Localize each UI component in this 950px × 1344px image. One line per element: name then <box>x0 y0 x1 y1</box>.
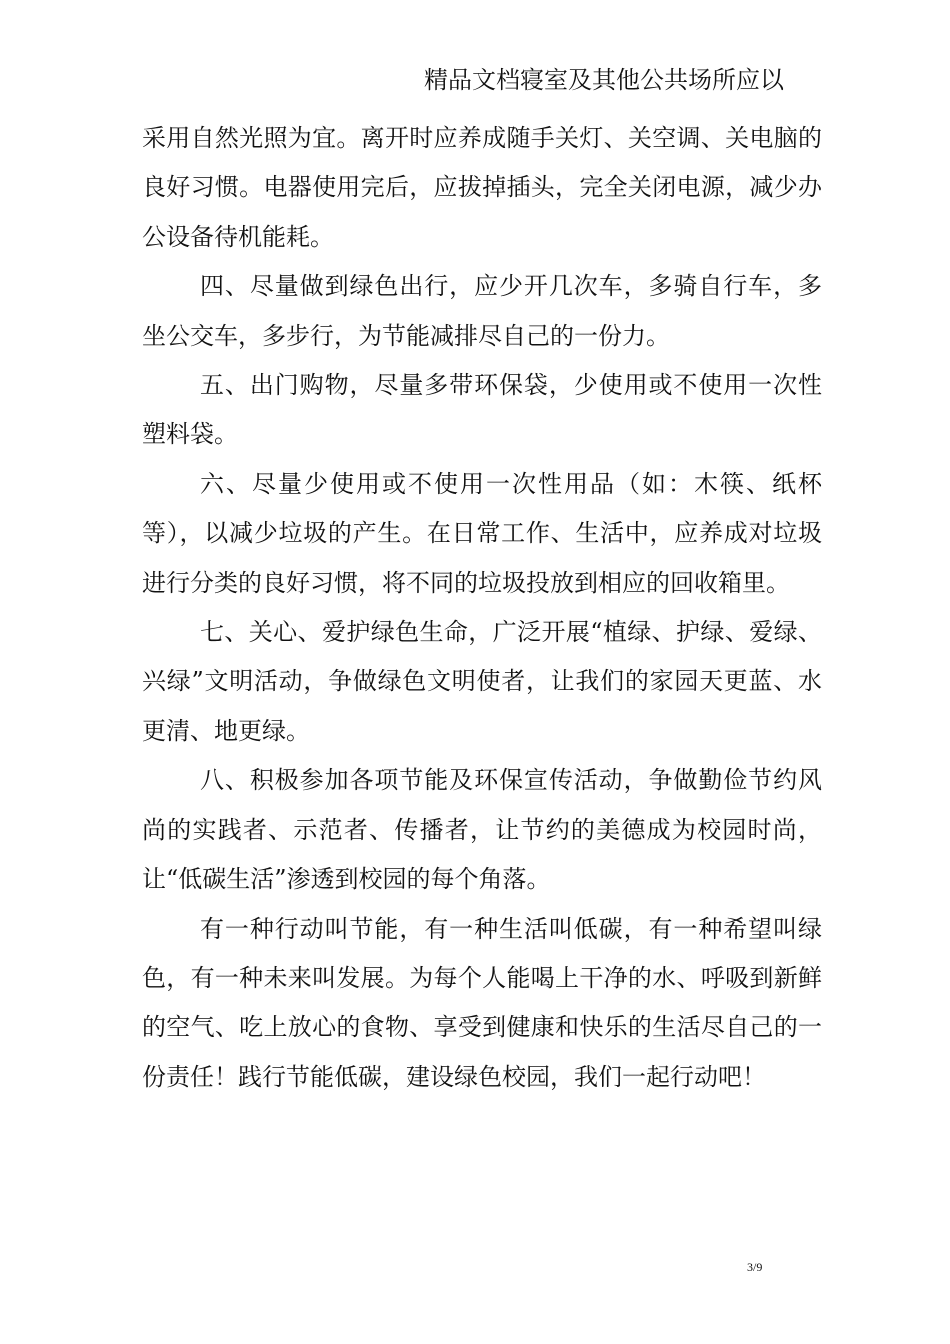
paragraph-continuation: 采用自然光照为宜。离开时应养成随手关灯、关空调、关电脑的良好习惯。电器使用完后，应拔掉插头，完全关闭电源，减少办公设备待机能耗。 <box>142 124 822 251</box>
paragraph-item-4: 四、尽量做到绿色出行，应少开几次车，多骑自行车，多坐公交车，多步行，为节能减排尽自己的一份力。 <box>142 272 822 350</box>
paragraph-item-5: 五、出门购物，尽量多带环保袋，少使用或不使用一次性塑料袋。 <box>142 371 822 449</box>
document-body <box>142 114 822 1102</box>
paragraph-item-7: 七、关心、爱护绿色生命，广泛开展“植绿、护绿、爱绿、兴绿”文明活动，争做绿色文明使者，让我们的家园天更蓝、水更清、地更绿。 <box>142 618 822 745</box>
paragraph-closing: 有一种行动叫节能，有一种生活叫低碳，有一种希望叫绿色，有一种未来叫发展。为每个人能喝上干净的水、呼吸到新鲜的空气、吃上放心的食物、享受到健康和快乐的生活尽自己的一份责任！践行节能低碳，建设绿色校园，我们一起行动吧！ <box>142 914 822 1091</box>
page-number: 3/9 <box>747 1260 763 1274</box>
document-header: 精品文档寝室及其他公共场所应以 <box>424 66 784 94</box>
paragraph-item-6: 六、尽量少使用或不使用一次性用品（如：木筷、纸杯等），以减少垃圾的产生。在日常工作、生活中，应养成对垃圾进行分类的良好习惯，将不同的垃圾投放到相应的回收箱里。 <box>142 469 822 597</box>
paragraph-item-8: 八、积极参加各项节能及环保宣传活动，争做勤俭节约风尚的实践者、示范者、传播者，让节约的美德成为校园时尚，让“低碳生活”渗透到校园的每个角落。 <box>142 766 822 894</box>
